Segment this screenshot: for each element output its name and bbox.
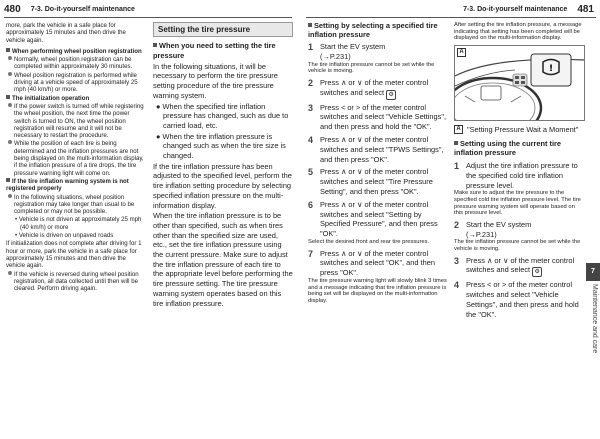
column-1 bbox=[6, 22, 146, 293]
square-bullet-icon bbox=[6, 178, 10, 182]
right-header bbox=[463, 3, 594, 15]
step-3: 3 Press ∧ or ∨ of the meter control switches and select ⚙ bbox=[454, 255, 575, 276]
col4-intro: After setting the tire inflation pressure, a message indicating that setting has been completed will be displayed on the multi-information display. bbox=[454, 22, 582, 42]
column-4 bbox=[454, 22, 585, 320]
circle-bullet-icon bbox=[8, 103, 12, 107]
circle-bullet-icon bbox=[8, 140, 12, 144]
steering-wheel-and-display-illustration bbox=[455, 46, 584, 120]
col1-subbullet: • Vehicle is not driven at approximately 25 mph (40 km/h) or more bbox=[15, 216, 142, 231]
right-header-rule bbox=[306, 17, 596, 18]
left-chapter-title: 7-3. Do-it-yourself maintenance bbox=[30, 5, 135, 13]
col1-bullet: Normally, wheel position registration can be completed within approximately 30 minutes. bbox=[6, 56, 146, 71]
col1-bullet: If the vehicle is reversed during wheel position registration, all data collected until then will be cleared. Perform driving again. bbox=[6, 271, 146, 293]
col2-heading: When you need to setting the tire pressure bbox=[153, 41, 276, 60]
col4-note: Make sure to adjust the tire pressure to the specified cold tire inflation pressure level. The tire pressure warning system will operate based on this pressure level. bbox=[454, 190, 581, 217]
left-header-rule bbox=[4, 17, 292, 18]
col1-bullet: While the position of each tire is being determined and the inflation pressures are not being displayed on the multi-information display, if the inflation pressure of a tire drops, the tire pressure warning light will come on. bbox=[6, 140, 146, 176]
step-7: 7 Press ∧ or ∨ of the meter control switches and select "OK", and then press "OK". bbox=[308, 248, 435, 278]
col3-note: The tire pressure warning light will slowly blink 3 times and a message indicating that tire inflation pressure is being set will be displayed on the multi-information display. bbox=[308, 277, 447, 304]
step-5: 5 Press ∧ or ∨ of the meter control switches and select "Tire Pressure Setting", and then press "OK". bbox=[308, 167, 433, 196]
col1-paragraph: If initialization does not complete after driving for 1 hour or more, park the vehicle in a safe place for approximately 15 minutes and then drive the vehicle again. bbox=[6, 240, 142, 270]
column-2 bbox=[153, 22, 293, 309]
step-1: 1 Start the EV system (→P.231) bbox=[308, 42, 386, 61]
col1-bullet: In the following situations, wheel position registration may take longer than usual to be completed or may not be possible. bbox=[6, 194, 146, 216]
settings-gear-icon: ⚙ bbox=[532, 267, 542, 277]
step-1: 1 Adjust the tire inflation pressure to the specified cold tire inflation pressure level. bbox=[454, 160, 578, 190]
square-bullet-icon bbox=[6, 95, 10, 99]
svg-text:!: ! bbox=[548, 63, 554, 74]
col1-heading: When performing wheel position registration bbox=[6, 48, 146, 55]
col3-heading: Setting by selecting a specified tire inflation pressure bbox=[308, 21, 438, 39]
image-caption: A "Setting Pressure Wait a Moment" bbox=[454, 125, 585, 135]
col1-subbullet: • Vehicle is driven on unpaved roads bbox=[15, 232, 114, 240]
dashboard-illustration bbox=[454, 45, 585, 121]
step-6: 6 Press ∧ or ∨ of the meter control switches and select "Setting by Specified Pressure", and then press "OK". bbox=[308, 199, 438, 239]
step-3: 3 Press < or > of the meter control switches and select "Vehicle Settings", and then press and hold the "OK". bbox=[308, 102, 447, 132]
col1-bullet: Wheel position registration is performed while driving at a vehicle speed of approximately 25 mph (40 km/h) or more. bbox=[6, 72, 146, 94]
circle-bullet-icon bbox=[8, 72, 12, 76]
square-bullet-icon bbox=[308, 23, 312, 27]
circle-bullet-icon bbox=[8, 56, 12, 60]
col2-paragraph: In the following situations, it will be necessary to perform the tire pressure setting procedure of the tire pressure warning system. bbox=[153, 61, 278, 100]
col2-dot-item: ● When the specified tire inflation pressure has changed, such as due to carried load, etc. bbox=[156, 101, 289, 130]
left-header bbox=[4, 3, 135, 15]
col3-note: Select the desired front and rear tire pressures. bbox=[308, 238, 430, 245]
col4-heading: Setting using the current tire inflation pressure bbox=[454, 138, 562, 158]
step-2: 2 Press ∧ or ∨ of the meter control switches and select ⚙ bbox=[308, 77, 429, 98]
step-2: 2 Start the EV system (→P.231) bbox=[454, 219, 532, 239]
chapter-tab: 7 bbox=[586, 263, 600, 281]
step-4: 4 Press ∧ or ∨ of the meter control switches and select "TPWS Settings", and then press "OK". bbox=[308, 134, 444, 164]
image-callout-label: A bbox=[457, 48, 466, 57]
circle-bullet-icon bbox=[8, 271, 12, 275]
settings-gear-icon: ⚙ bbox=[386, 90, 396, 100]
square-bullet-icon bbox=[153, 43, 157, 47]
right-page-number: 481 bbox=[577, 3, 594, 15]
left-page-number: 480 bbox=[4, 3, 21, 15]
col4-note: The tire inflation pressure cannot be set while the vehicle is moving. bbox=[454, 239, 581, 252]
square-bullet-icon bbox=[6, 48, 10, 52]
col2-dot-item: ● When the tire inflation pressure is changed such as when the tire size is changed. bbox=[156, 131, 286, 161]
col1-bullet: If the power switch is turned off while registering the wheel position, the next time the power switch is turned to ON, the wheel position registration will resume and it will not be necessary to restart the procedure. bbox=[6, 103, 146, 139]
col2-paragraph: If the tire inflation pressure has been adjusted to the specified level, perform the tire inflation setting procedure by selecting specified inflation pressure on the multi-information display. bbox=[153, 161, 292, 210]
square-bullet-icon bbox=[454, 141, 458, 145]
right-chapter-title: 7-3. Do-it-yourself maintenance bbox=[463, 5, 568, 13]
chapter-side-label: Maintenance and care bbox=[591, 284, 598, 354]
col3-note: The tire inflation pressure cannot be set while the vehicle is moving. bbox=[308, 61, 435, 75]
col1-heading: The initialization operation bbox=[6, 95, 146, 102]
col1-intro: more, park the vehicle in a safe place for approximately 15 minutes and then drive the vehicle again. bbox=[6, 22, 126, 44]
col2-paragraph: When the tire inflation pressure is to be other than specified, such as when tires other than the specified size are used, etc., set the tire inflation pressure using the current pressure. Make sure to adjust the tire inflation pressure of each tire to the appropriate level before performing the tire pressure setting. The tire pressure warning system operates based on this tire inflation pressure. bbox=[153, 211, 293, 308]
step-4: 4 Press < or > of the meter control switches and select "Vehicle Settings", and then press and hold the "OK". bbox=[454, 280, 579, 319]
circle-bullet-icon bbox=[8, 194, 12, 198]
col1-heading: If the tire inflation warning system is not registered properly bbox=[6, 177, 129, 193]
section-title: Setting the tire pressure bbox=[153, 22, 293, 37]
column-3 bbox=[308, 22, 448, 305]
